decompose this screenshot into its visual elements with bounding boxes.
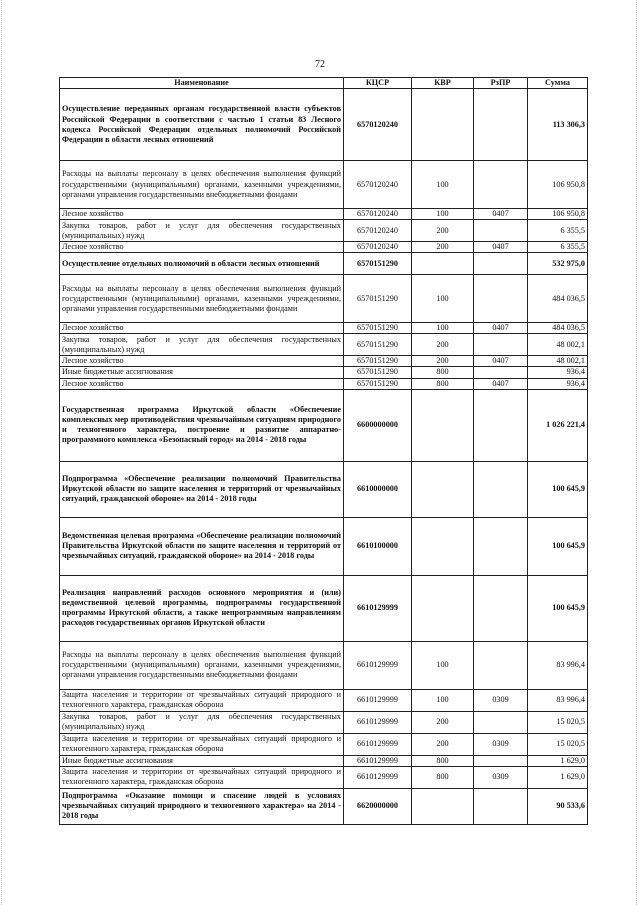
cell-name: Подпрограмма «Обеспечение реализации полномочий Правительства Иркутской области по защите населения и территорий от чрезвычайных ситуаций, гражданской обороне» на 2014 - 2018 годы [60, 461, 344, 517]
cell-rzpr [474, 334, 528, 356]
cell-name: Лесное хозяйство [60, 209, 344, 220]
cell-rzpr: 0309 [474, 689, 528, 711]
cell-sum: 100 645,9 [528, 461, 588, 517]
cell-kvr: 100 [412, 209, 474, 220]
cell-rzpr [474, 575, 528, 641]
cell-sum: 90 533,6 [528, 788, 588, 824]
cell-kcsr: 6570120240 [344, 89, 412, 161]
cell-sum: 48 002,1 [528, 356, 588, 367]
cell-sum: 106 950,8 [528, 161, 588, 209]
cell-name: Расходы на выплаты персоналу в целях обеспечения выполнения функций государственными (муниципальными) органами, казенными учреждениями, органами управления государственными внебюджетными фондами [60, 275, 344, 323]
cell-sum: 6 355,5 [528, 242, 588, 253]
cell-kcsr: 6620000000 [344, 788, 412, 824]
header-name: Наименование [60, 78, 344, 89]
cell-kvr: 800 [412, 367, 474, 378]
cell-sum: 484 036,5 [528, 323, 588, 334]
cell-rzpr [474, 711, 528, 733]
cell-kcsr: 6610129999 [344, 641, 412, 689]
cell-rzpr: 0407 [474, 356, 528, 367]
cell-kcsr: 6570120240 [344, 242, 412, 253]
table-row [60, 220, 588, 242]
cell-kcsr: 6570151290 [344, 253, 412, 275]
cell-rzpr [474, 755, 528, 766]
header-kcsr: КЦСР [344, 78, 412, 89]
cell-kcsr: 6570151290 [344, 323, 412, 334]
table-row [60, 517, 588, 575]
cell-rzpr [474, 517, 528, 575]
cell-kvr [412, 89, 474, 161]
cell-kvr [412, 517, 474, 575]
cell-sum: 83 996,4 [528, 641, 588, 689]
cell-kcsr: 6570120240 [344, 161, 412, 209]
cell-rzpr [474, 161, 528, 209]
cell-kvr: 200 [412, 242, 474, 253]
cell-kvr: 100 [412, 323, 474, 334]
cell-kvr: 200 [412, 220, 474, 242]
table-row [60, 356, 588, 367]
cell-rzpr: 0407 [474, 323, 528, 334]
cell-kvr: 200 [412, 334, 474, 356]
cell-kcsr: 6570151290 [344, 378, 412, 389]
cell-kvr [412, 253, 474, 275]
cell-sum: 1 629,0 [528, 766, 588, 788]
cell-sum: 1 026 221,4 [528, 389, 588, 461]
cell-kvr: 800 [412, 766, 474, 788]
cell-rzpr [474, 275, 528, 323]
table-row [60, 378, 588, 389]
cell-name: Закупка товаров, работ и услуг для обеспечения государственных (муниципальных) нужд [60, 711, 344, 733]
cell-rzpr [474, 389, 528, 461]
cell-sum: 936,4 [528, 378, 588, 389]
table-row [60, 367, 588, 378]
cell-name: Государственная программа Иркутской области «Обеспечение комплексных мер противодействия чрезвычайным ситуациям природного и техногенного характера, построение и развитие аппаратно-программного комплекса «Безопасный город» на 2014 - 2018 годы [60, 389, 344, 461]
table-row [60, 323, 588, 334]
cell-kcsr: 6610129999 [344, 689, 412, 711]
cell-kvr: 100 [412, 689, 474, 711]
cell-kcsr: 6610129999 [344, 755, 412, 766]
table-row [60, 755, 588, 766]
cell-kcsr: 6570120240 [344, 209, 412, 220]
cell-rzpr: 0309 [474, 766, 528, 788]
cell-rzpr: 0407 [474, 209, 528, 220]
cell-sum: 48 002,1 [528, 334, 588, 356]
cell-name: Подпрограмма «Оказание помощи и спасение людей в условиях чрезвычайных ситуаций природного и техногенного характера» на 2014 - 2018 годы [60, 788, 344, 824]
cell-kcsr: 6610100000 [344, 517, 412, 575]
table-row [60, 209, 588, 220]
table-row [60, 689, 588, 711]
cell-name: Закупка товаров, работ и услуг для обеспечения государственных (муниципальных) нужд [60, 220, 344, 242]
table-row [60, 766, 588, 788]
cell-name: Реализация направлений расходов основного мероприятия и (или) ведомственной целевой программы, подпрограммы государственной программы Иркутской области, а также непрограммным направлениям расходов государственных органов Иркутской области [60, 575, 344, 641]
table-row [60, 733, 588, 755]
cell-kcsr: 6570151290 [344, 334, 412, 356]
cell-kvr: 100 [412, 161, 474, 209]
table-row [60, 334, 588, 356]
cell-sum: 532 975,0 [528, 253, 588, 275]
budget-table [59, 77, 588, 825]
table-row [60, 275, 588, 323]
cell-kvr: 200 [412, 733, 474, 755]
table-row [60, 89, 588, 161]
cell-kcsr: 6600000000 [344, 389, 412, 461]
cell-name: Закупка товаров, работ и услуг для обеспечения государственных (муниципальных) нужд [60, 334, 344, 356]
cell-rzpr [474, 253, 528, 275]
cell-kvr: 100 [412, 641, 474, 689]
cell-sum: 106 950,8 [528, 209, 588, 220]
cell-rzpr [474, 367, 528, 378]
table-body [60, 89, 588, 825]
cell-kvr [412, 788, 474, 824]
cell-kcsr: 6570151290 [344, 356, 412, 367]
cell-rzpr: 0309 [474, 733, 528, 755]
cell-kvr: 200 [412, 356, 474, 367]
table-row [60, 253, 588, 275]
cell-kcsr: 6610129999 [344, 733, 412, 755]
table-row [60, 575, 588, 641]
table-row [60, 788, 588, 824]
cell-kvr: 200 [412, 711, 474, 733]
cell-sum: 83 996,4 [528, 689, 588, 711]
cell-name: Расходы на выплаты персоналу в целях обеспечения выполнения функций государственными (муниципальными) органами, казенными учреждениями, органами управления государственными внебюджетными фондами [60, 641, 344, 689]
table-row [60, 242, 588, 253]
page-number: 72 [315, 59, 325, 70]
table-header-row [60, 78, 588, 89]
cell-sum: 15 020,5 [528, 711, 588, 733]
cell-sum: 100 645,9 [528, 517, 588, 575]
cell-kcsr: 6610129999 [344, 711, 412, 733]
cell-name: Защита населения и территории от чрезвычайных ситуаций природного и техногенного характера, гражданская оборона [60, 689, 344, 711]
cell-kvr: 100 [412, 275, 474, 323]
cell-kcsr: 6610000000 [344, 461, 412, 517]
cell-kvr [412, 389, 474, 461]
cell-sum: 15 020,5 [528, 733, 588, 755]
cell-rzpr [474, 461, 528, 517]
cell-kcsr: 6570151290 [344, 367, 412, 378]
cell-name: Защита населения и территории от чрезвычайных ситуаций природного и техногенного характера, гражданская оборона [60, 766, 344, 788]
cell-name: Лесное хозяйство [60, 242, 344, 253]
cell-sum: 484 036,5 [528, 275, 588, 323]
cell-name: Ведомственная целевая программа «Обеспечение реализации полномочий Правительства Иркутской области по защите населения и территорий от чрезвычайных ситуаций, гражданской обороне» на 2014 - 2018 годы [60, 517, 344, 575]
cell-rzpr [474, 220, 528, 242]
cell-sum: 100 645,9 [528, 575, 588, 641]
cell-name: Иные бюджетные ассигнования [60, 367, 344, 378]
cell-name: Осуществление отдельных полномочий в области лесных отношений [60, 253, 344, 275]
cell-name: Лесное хозяйство [60, 323, 344, 334]
cell-name: Расходы на выплаты персоналу в целях обеспечения выполнения функций государственными (муниципальными) органами, казенными учреждениями, органами управления государственными внебюджетными фондами [60, 161, 344, 209]
cell-rzpr: 0407 [474, 378, 528, 389]
cell-kvr [412, 575, 474, 641]
cell-sum: 6 355,5 [528, 220, 588, 242]
cell-name: Иные бюджетные ассигнования [60, 755, 344, 766]
cell-sum: 1 629,0 [528, 755, 588, 766]
cell-kvr: 800 [412, 755, 474, 766]
cell-kvr: 800 [412, 378, 474, 389]
cell-rzpr [474, 788, 528, 824]
cell-name: Лесное хозяйство [60, 378, 344, 389]
cell-kvr [412, 461, 474, 517]
header-kvr: КВР [412, 78, 474, 89]
table-row [60, 161, 588, 209]
cell-name: Лесное хозяйство [60, 356, 344, 367]
header-rzpr: РзПР [474, 78, 528, 89]
table-row [60, 461, 588, 517]
cell-kcsr: 6570120240 [344, 220, 412, 242]
cell-kcsr: 6570151290 [344, 275, 412, 323]
table-row [60, 641, 588, 689]
cell-name: Защита населения и территории от чрезвычайных ситуаций природного и техногенного характера, гражданская оборона [60, 733, 344, 755]
cell-sum: 113 306,3 [528, 89, 588, 161]
table-row [60, 389, 588, 461]
cell-sum: 936,4 [528, 367, 588, 378]
cell-kcsr: 6610129999 [344, 575, 412, 641]
cell-kcsr: 6610129999 [344, 766, 412, 788]
cell-rzpr [474, 641, 528, 689]
cell-name: Осуществление переданных органам государственной власти субъектов Российской Федерации в соответствии с частью 1 статьи 83 Лесного кодекса Российской Федерации отдельных полномочий Российской Федерации в области лесных отношений [60, 89, 344, 161]
cell-rzpr [474, 89, 528, 161]
header-sum: Сумма [528, 78, 588, 89]
table-row [60, 711, 588, 733]
cell-rzpr: 0407 [474, 242, 528, 253]
